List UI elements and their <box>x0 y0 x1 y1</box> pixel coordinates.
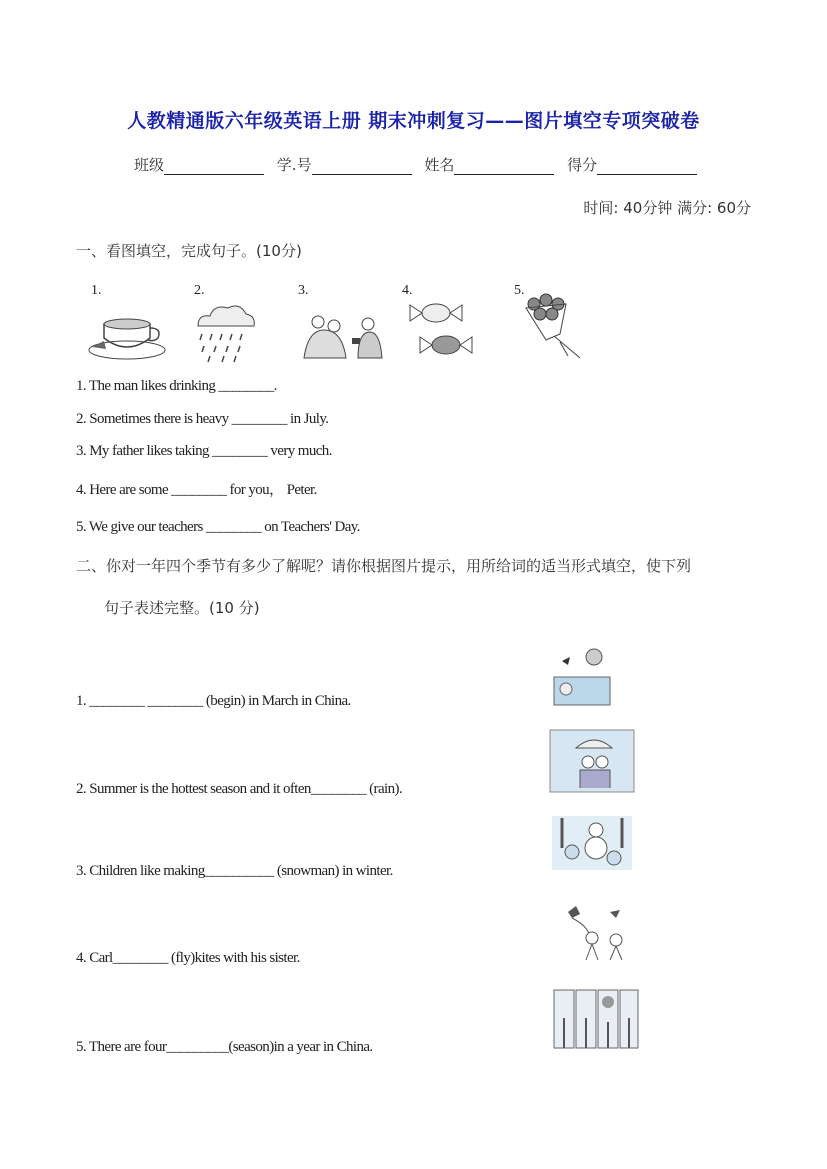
pic-label-3: 3. <box>298 283 309 298</box>
spring-picture-icon <box>552 645 612 707</box>
s1-sentence-4: 4. Here are some ________ for you， Peter. <box>76 482 317 498</box>
pic-label-1: 1. <box>91 283 102 298</box>
pic-label-4: 4. <box>402 283 413 298</box>
s2-sentence-3: 3. Children like making__________ (snowman) in winter. <box>76 863 393 879</box>
winter-snowman-picture-icon <box>550 814 634 872</box>
pic-label-2: 2. <box>194 283 205 298</box>
name-label: 姓名 <box>424 156 455 174</box>
s2-sentence-5: 5. There are four_________(season)in a year in China. <box>76 1039 373 1055</box>
family-photo-icon <box>296 312 388 362</box>
section2-heading: 二、你对一年四个季节有多少了解呢？请你根据图片提示，用所给词的适当形式填空，使下列 <box>76 557 692 575</box>
page-title: 人教精通版六年级英语上册 期末冲刺复习——图片填空专项突破卷 <box>127 110 700 132</box>
candy-icon <box>404 297 480 363</box>
rain-cloud-icon <box>190 298 260 364</box>
score-blank[interactable] <box>597 160 697 175</box>
s1-sentence-2: 2. Sometimes there is heavy ________ in July. <box>76 411 329 427</box>
s1-sentence-5: 5. We give our teachers ________ on Teachers' Day. <box>76 519 360 535</box>
flower-bouquet-icon <box>520 292 592 364</box>
pic-label-5: 5. <box>514 283 525 298</box>
s2-sentence-2: 2. Summer is the hottest season and it often________ (rain). <box>76 781 403 797</box>
s1-sentence-1: 1. The man likes drinking ________. <box>76 378 277 394</box>
s1-sentence-3: 3. My father likes taking ________ very much. <box>76 443 332 459</box>
class-label: 班级 <box>134 156 165 174</box>
score-label: 得分 <box>567 156 598 174</box>
tea-cup-icon <box>82 302 168 362</box>
summer-rain-picture-icon <box>548 728 636 794</box>
section2-heading-cont: 句子表述完整。(10 分) <box>104 599 260 617</box>
class-blank[interactable] <box>164 160 264 175</box>
section1-heading: 一、看图填空，完成句子。(10分) <box>76 242 302 260</box>
fly-kites-picture-icon <box>554 904 640 962</box>
time-and-score: 时间: 40分钟 满分: 60分 <box>583 199 751 217</box>
s2-sentence-4: 4. Carl________ (fly)kites with his sister. <box>76 950 300 966</box>
name-blank[interactable] <box>454 160 554 175</box>
student-info-line <box>134 154 705 175</box>
s2-sentence-1: 1. ________ ________ (begin) in March in China. <box>76 693 351 709</box>
number-blank[interactable] <box>312 160 412 175</box>
four-seasons-picture-icon <box>552 988 640 1050</box>
number-label: 学.号 <box>276 156 312 174</box>
